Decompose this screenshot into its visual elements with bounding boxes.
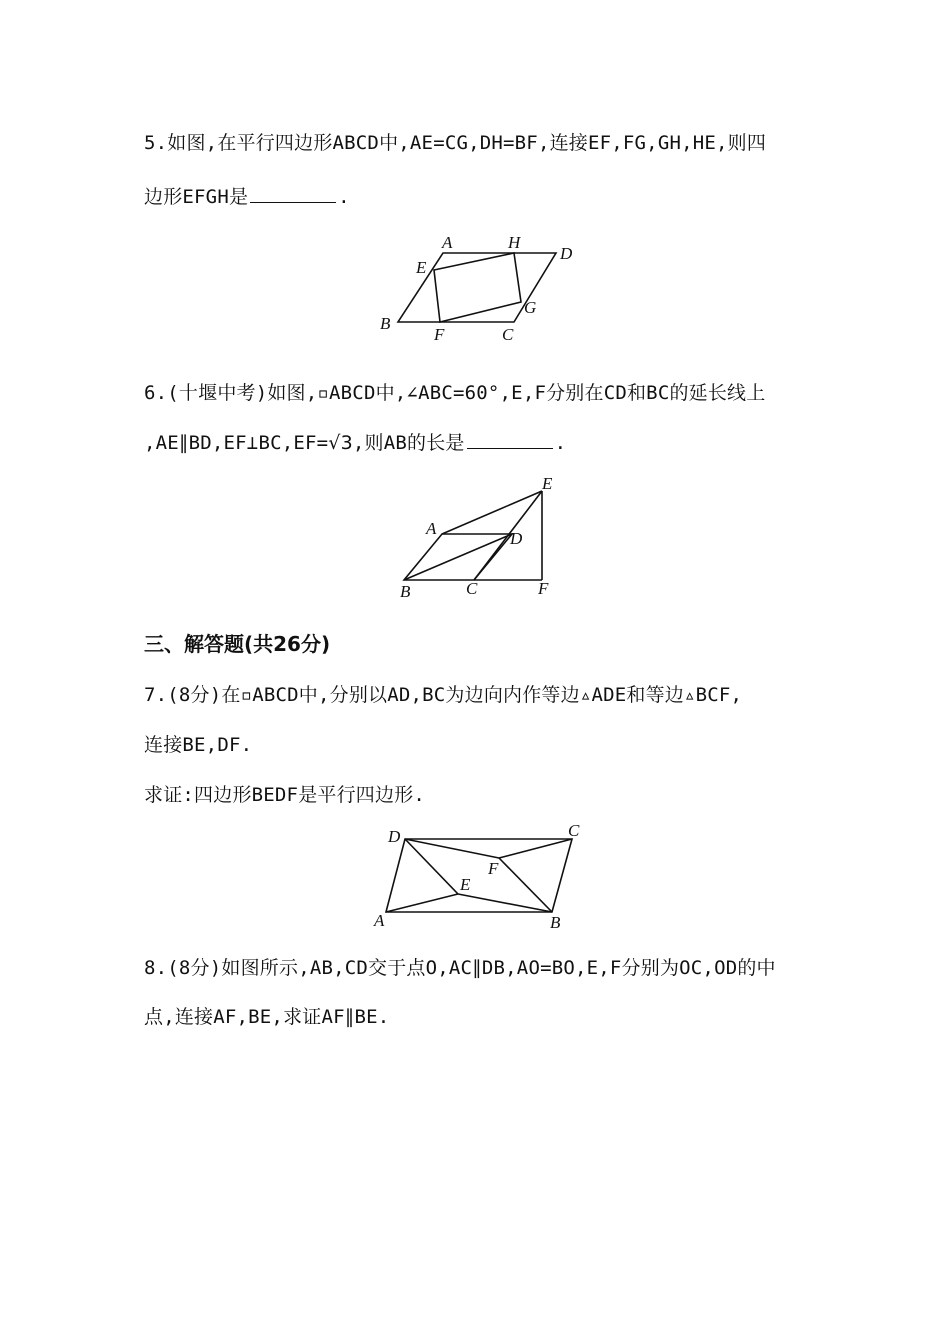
q5-label-e: E bbox=[416, 258, 427, 277]
q5-text-line1: 5.如图,在平行四边形ABCD中,AE=CG,DH=BF,连接EF,FG,GH,HE,则四 bbox=[144, 132, 767, 154]
q6-text-line2 bbox=[144, 428, 566, 455]
q5-label-b: B bbox=[380, 314, 391, 333]
q8-text-line1: 8.(8分)如图所示,AB,CD交于点O,AC∥DB,AO=BO,E,F分别为OC,OD的中 bbox=[144, 957, 776, 979]
q7-parallelogram-abcd bbox=[386, 839, 572, 912]
q6-label-d: D bbox=[510, 529, 523, 548]
q5-label-d: D bbox=[560, 244, 573, 263]
q5-label-h: H bbox=[508, 233, 521, 252]
q5-text-line2-content: 边形EFGH是 bbox=[144, 186, 249, 208]
q7-line-df bbox=[405, 839, 499, 858]
q6-label-e: E bbox=[542, 474, 553, 493]
q6-text-line1: 6.(十堰中考)如图,▫ABCD中,∠ABC=60°,E,F分别在CD和BC的延长线上 bbox=[144, 382, 766, 404]
q5-label-f: F bbox=[434, 325, 445, 344]
q7-figure bbox=[370, 818, 610, 936]
q5-label-g: G bbox=[524, 298, 537, 317]
q5-quadrilateral-efgh bbox=[434, 253, 521, 322]
q5-figure bbox=[370, 228, 600, 348]
q6-period: . bbox=[554, 432, 567, 454]
q7-text-line1: 7.(8分)在▫ABCD中,分别以AD,BC为边向内作等边▵ADE和等边▵BCF, bbox=[144, 684, 743, 706]
q6-label-f: F bbox=[538, 579, 549, 598]
q7-line-de bbox=[405, 839, 458, 894]
q5-text-line2 bbox=[144, 182, 350, 209]
q7-text-line2: 连接BE,DF. bbox=[144, 734, 253, 756]
q7-label-e: E bbox=[460, 875, 471, 894]
q5-period: . bbox=[338, 186, 350, 208]
q7-label-c: C bbox=[568, 821, 580, 840]
section-3-heading: 三、解答题(共26分) bbox=[144, 632, 331, 656]
q6-answer-blank[interactable] bbox=[467, 432, 553, 449]
q5-label-a: A bbox=[442, 233, 453, 252]
q6-sqrt3: √3 bbox=[328, 432, 353, 454]
q7-label-b: B bbox=[550, 913, 561, 932]
q6-label-c: C bbox=[466, 579, 478, 598]
q8-text-line2: 点,连接AF,BE,求证AF∥BE. bbox=[144, 1006, 390, 1028]
q6-text-line2b: ,则AB的长是 bbox=[352, 432, 465, 454]
q7-label-a: A bbox=[374, 911, 385, 930]
q7-label-d: D bbox=[388, 827, 401, 846]
q6-figure bbox=[390, 472, 570, 602]
q6-diagonal-bd bbox=[404, 534, 512, 580]
q6-line-ce bbox=[474, 491, 542, 580]
q6-text-line2a: ,AE∥BD,EF⊥BC,EF= bbox=[144, 432, 329, 454]
q5-label-c: C bbox=[502, 325, 514, 344]
q6-line-ae bbox=[442, 491, 542, 534]
q7-text-line3: 求证:四边形BEDF是平行四边形. bbox=[144, 784, 426, 806]
q7-line-cf bbox=[499, 839, 572, 858]
q5-answer-blank[interactable] bbox=[250, 186, 336, 203]
q6-label-a: A bbox=[426, 519, 437, 538]
q7-line-ae bbox=[386, 894, 458, 912]
q6-label-b: B bbox=[400, 582, 411, 601]
q7-label-f: F bbox=[488, 859, 499, 878]
